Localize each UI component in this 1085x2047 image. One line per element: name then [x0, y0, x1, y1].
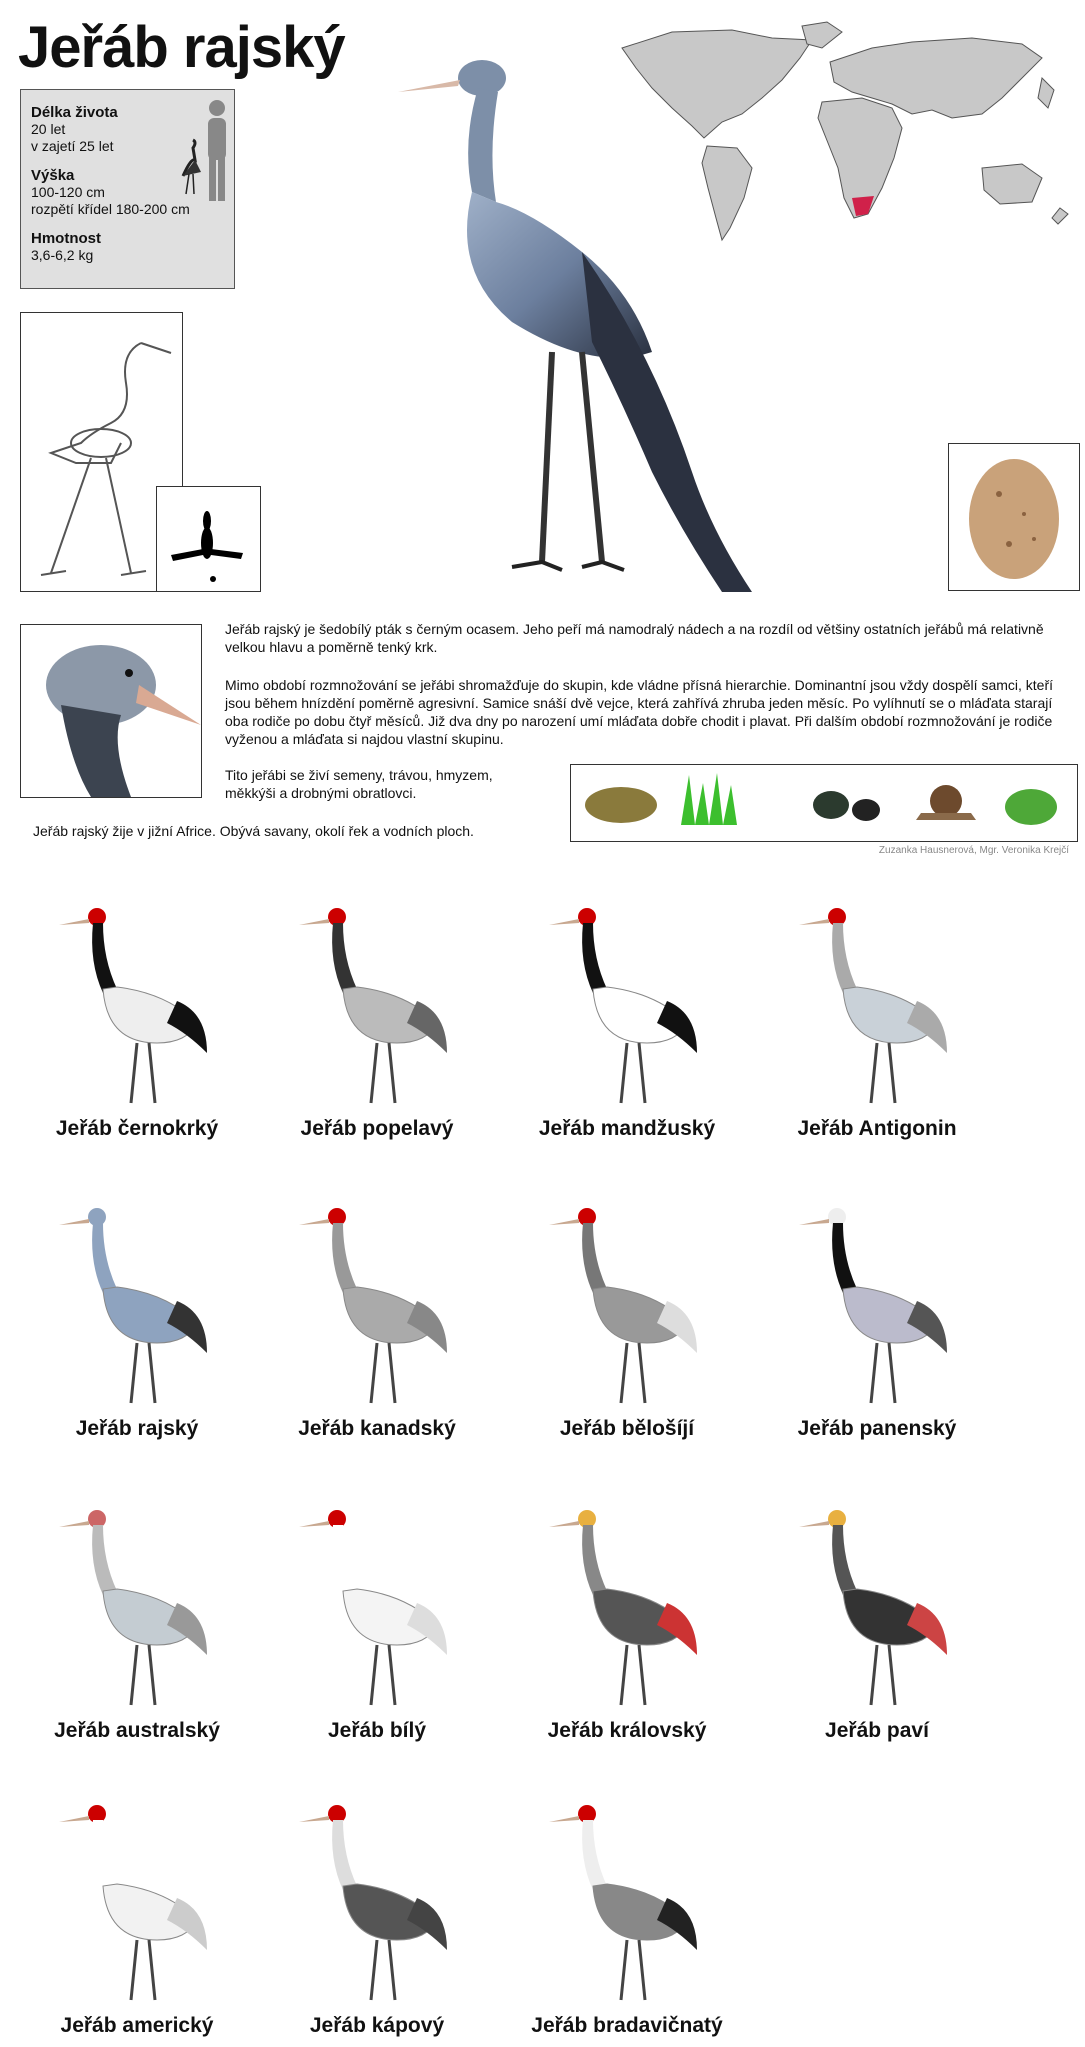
crane-species-illustration [527, 1495, 727, 1715]
species-name: Jeřáb australský [54, 1719, 220, 1742]
height-label: Výška [31, 167, 75, 184]
page-title: Jeřáb rajský [18, 15, 345, 80]
species-card [257, 1790, 497, 2038]
crane-species-illustration [527, 1790, 727, 2010]
species-card [257, 893, 497, 1141]
species-name: Jeřáb americký [60, 2014, 214, 2037]
species-card [757, 893, 997, 1141]
species-card [257, 1193, 497, 1441]
info-box [20, 89, 235, 289]
crane-species-illustration [777, 1193, 977, 1413]
credit-line: Zuzanka Hausnerová, Mgr. Veronika Krejčí [878, 845, 1069, 856]
species-card [17, 893, 257, 1141]
habitat-paragraph: Jeřáb rajský žije v jižní Africe. Obývá savany, okolí řek a vodních ploch. [33, 823, 474, 839]
crane-species-illustration [277, 893, 477, 1113]
crane-head-illustration [21, 625, 201, 797]
crane-species-illustration [277, 1790, 477, 2010]
crane-species-illustration [37, 1495, 237, 1715]
species-name: Jeřáb bílý [327, 1719, 427, 1742]
species-card [757, 1193, 997, 1441]
species-card [507, 1193, 747, 1441]
grass-icon [681, 773, 737, 825]
species-name: Jeřáb panenský [797, 1417, 957, 1440]
footprint-frame [156, 486, 261, 592]
crane-species-illustration [277, 1193, 477, 1413]
species-card [17, 1790, 257, 2038]
blue-crane-illustration [392, 52, 832, 612]
species-card [17, 1495, 257, 1743]
species-card [757, 1495, 997, 1743]
crane-species-illustration [277, 1495, 477, 1715]
crane-species-illustration [37, 893, 237, 1113]
species-card [257, 1495, 497, 1743]
weight-label: Hmotnost [31, 230, 101, 247]
species-card [507, 893, 747, 1141]
behavior-paragraph: Mimo období rozmnožování se jeřábi shromažďuje do skupin, kde vládne přísná hierarchie. Dominantní jsou vždy dospělí samci, kteří jsou během hnízdění poměrně agresivní. Samice snáší dvě vejce, která zahřívá zhruba jeden měsíc. Po vylíhnutí se o mláďata starají oba rodiče po dobu čtyř měsíců. Již dva dny po narození umí mláďata dobře chodit i plavat. Při dalším období rozmnožování je rodiče vyženou a mláďata si najdou vlastní skupinu. [225, 677, 1054, 747]
species-card [507, 1495, 747, 1743]
crane-species-illustration [37, 1790, 237, 2010]
diet-illustrations [571, 765, 1077, 841]
footprint-icon [157, 487, 260, 591]
height-value: 100-120 cm [31, 184, 105, 200]
size-comparison-icon [181, 96, 241, 206]
lifespan-captive: v zajetí 25 let [31, 138, 114, 154]
beetle-icon [813, 791, 880, 821]
diet-strip [570, 764, 1078, 842]
species-name: Jeřáb mandžuský [538, 1117, 716, 1140]
lifespan-value: 20 let [31, 121, 66, 137]
species-name: Jeřáb černokrký [55, 1117, 219, 1140]
species-name: Jeřáb bělošíjí [559, 1417, 695, 1440]
snail-icon [916, 785, 976, 820]
egg-illustration [949, 444, 1079, 590]
crane-species-illustration [777, 1495, 977, 1715]
description-paragraph: Jeřáb rajský je šedobílý pták s černým ocasem. Jeho peří má namodralý nádech a na rozdíl od většiny ostatních jeřábů má relativně velkou hlavu a poměrně tenký krk. [225, 621, 1044, 655]
crane-species-illustration [777, 893, 977, 1113]
species-name: Jeřáb kanadský [298, 1417, 456, 1440]
species-name: Jeřáb paví [825, 1719, 929, 1742]
wingspan-value: rozpětí křídel 180-200 cm [31, 201, 190, 217]
species-name: Jeřáb bradavičnatý [531, 2014, 723, 2037]
species-name: Jeřáb Antigonin [797, 1117, 957, 1140]
species-card [507, 1790, 747, 2038]
species-name: Jeřáb popelavý [300, 1117, 454, 1140]
egg-frame [948, 443, 1080, 591]
crane-species-illustration [37, 1193, 237, 1413]
head-portrait-frame [20, 624, 202, 798]
species-card [17, 1193, 257, 1441]
lifespan-label: Délka života [31, 104, 118, 121]
frog-icon [1005, 789, 1057, 825]
species-name: Jeřáb rajský [75, 1417, 199, 1440]
diet-paragraph [225, 766, 545, 802]
crane-species-illustration [527, 1193, 727, 1413]
weight-value: 3,6-6,2 kg [31, 247, 94, 263]
diet-line-2: měkkýši a drobnými obratlovci. [225, 785, 417, 801]
species-name: Jeřáb kápový [309, 2014, 445, 2037]
diet-line-1: Tito jeřábi se živí semeny, trávou, hmyzem, [225, 767, 493, 783]
seeds-icon [585, 787, 657, 823]
crane-species-illustration [527, 893, 727, 1113]
species-name: Jeřáb královský [547, 1719, 707, 1742]
